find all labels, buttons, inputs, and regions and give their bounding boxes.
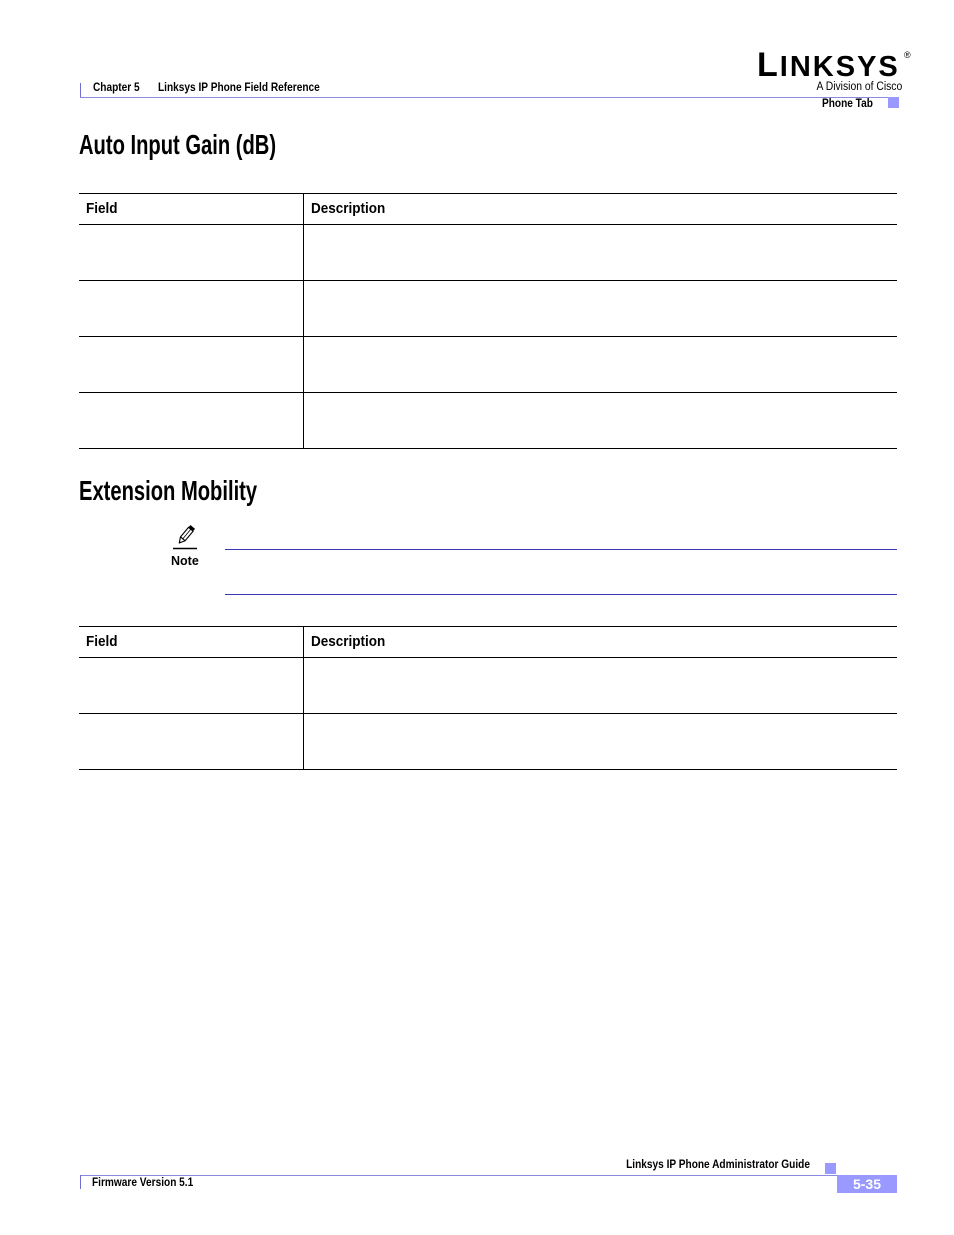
table-row xyxy=(79,225,897,281)
table-header-cell-description xyxy=(303,194,897,224)
table-row xyxy=(79,714,897,770)
header-margin-bar xyxy=(80,83,81,97)
section-heading: Extension Mobility xyxy=(79,475,258,506)
logo-wordmark: LINKSYS xyxy=(757,46,900,84)
table-cell-field xyxy=(79,281,303,336)
extension-mobility-table xyxy=(79,626,897,770)
table-cell-description xyxy=(303,658,897,713)
footer-marker-square xyxy=(825,1163,836,1174)
page-number: 5-35 xyxy=(837,1175,897,1193)
header-rule xyxy=(80,97,899,98)
table-cell-description xyxy=(303,393,897,448)
logo-tagline: A Division of Cisco xyxy=(816,81,902,93)
footer-rule xyxy=(80,1175,837,1176)
table-header-cell-field xyxy=(79,194,303,224)
table-header-row xyxy=(79,194,897,225)
table-cell-field xyxy=(79,658,303,713)
column-header-description: Description xyxy=(311,200,386,217)
table-cell-field xyxy=(79,225,303,280)
table-row xyxy=(79,393,897,449)
table-cell-description xyxy=(303,281,897,336)
table-header-row xyxy=(79,627,897,658)
note-label: Note xyxy=(171,554,199,568)
column-header-field: Field xyxy=(86,200,118,217)
table-row xyxy=(79,658,897,714)
note-rule-bottom xyxy=(225,594,897,595)
chapter-title: Linksys IP Phone Field Reference xyxy=(158,82,320,94)
firmware-version: Firmware Version 5.1 xyxy=(92,1177,194,1189)
table-cell-field xyxy=(79,714,303,769)
table-header-cell-field xyxy=(79,627,303,657)
table-row xyxy=(79,337,897,393)
column-header-description: Description xyxy=(311,633,386,650)
table-cell-description xyxy=(303,225,897,280)
table-cell-description xyxy=(303,714,897,769)
registered-mark: ® xyxy=(904,50,911,60)
header-marker-square xyxy=(888,97,899,108)
chapter-number: Chapter 5 xyxy=(93,82,140,94)
footer-margin-bar xyxy=(80,1175,81,1189)
pencil-icon xyxy=(170,524,200,550)
table-row xyxy=(79,281,897,337)
table-header-cell-description xyxy=(303,627,897,657)
auto-input-gain-table xyxy=(79,193,897,449)
section-heading: Auto Input Gain (dB) xyxy=(79,129,277,160)
section-name: Phone Tab xyxy=(822,98,873,110)
column-header-field: Field xyxy=(86,633,118,650)
table-cell-description xyxy=(303,337,897,392)
note-text xyxy=(225,550,897,594)
table-cell-field xyxy=(79,393,303,448)
table-cell-field xyxy=(79,337,303,392)
guide-title: Linksys IP Phone Administrator Guide xyxy=(626,1159,810,1171)
